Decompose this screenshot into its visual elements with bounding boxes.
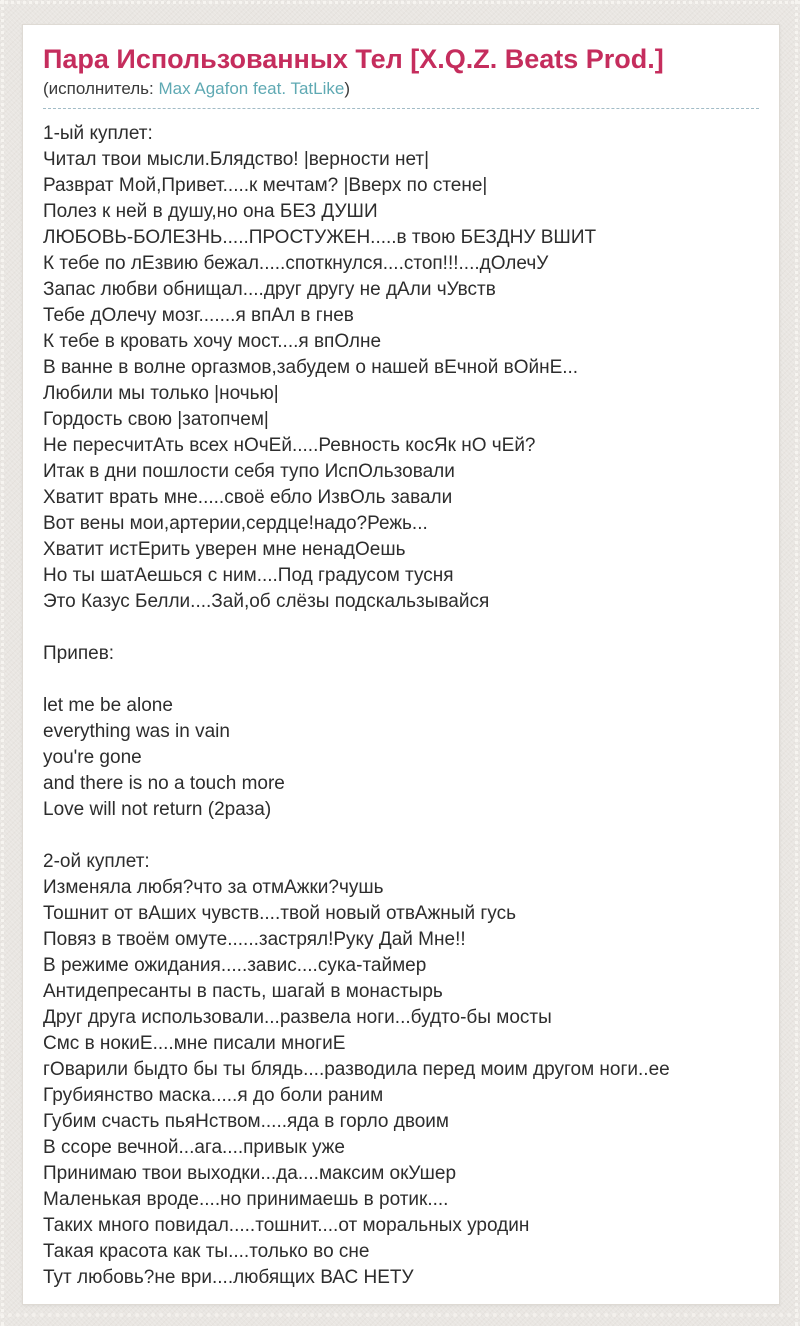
lyric-line: Это Казус Белли....Зай,об слёзы подскальзывайся bbox=[43, 591, 490, 612]
lyric-line: Разврат Мой,Привет.....к мечтам? |Вверх по стене| bbox=[43, 175, 488, 196]
lyric-line: Такая красота как ты....только во сне bbox=[43, 1241, 370, 1262]
lyric-line: Друг друга использовали...развела ноги...будто-бы мосты bbox=[43, 1007, 552, 1028]
lyric-line: Любили мы только |ночью| bbox=[43, 383, 279, 404]
lyrics-text bbox=[43, 121, 759, 1291]
top-stitch-texture bbox=[0, 1, 800, 4]
lyric-line: Love will not return (2раза) bbox=[43, 799, 272, 820]
lyric-line: you're gone bbox=[43, 747, 142, 768]
lyrics-card bbox=[22, 24, 780, 1305]
lyric-line: Таких много повидал.....тошнит....от моральных уродин bbox=[43, 1215, 530, 1236]
lyric-line: Но ты шатАешься с ним....Под градусом тусня bbox=[43, 565, 454, 586]
song-title: Пара Использованных Тел [X.Q.Z. Beats Prod.] bbox=[43, 44, 664, 74]
lyric-line bbox=[43, 615, 759, 641]
bottom-stitch-texture bbox=[0, 1313, 800, 1317]
lyric-line: В ссоре вечной...ага....привык уже bbox=[43, 1137, 345, 1158]
lyric-line: Повяз в твоём омуте......застрял!Руку Дай Мне!! bbox=[43, 929, 466, 950]
lyric-line: Запас любви обнищал....друг другу не дАли чУвств bbox=[43, 279, 496, 300]
lyric-line: К тебе в кровать хочу мост....я впОлне bbox=[43, 331, 382, 352]
lyric-line: Тебе дОлечу мозг.......я впАл в гнев bbox=[43, 305, 354, 326]
lyric-line: Грубиянство маска.....я до боли раним bbox=[43, 1085, 384, 1106]
lyric-line: 1-ый куплет: bbox=[43, 123, 153, 144]
lyric-line: Хватит врать мне.....своё ебло ИзвОль завали bbox=[43, 487, 453, 508]
artist-label: (исполнитель: bbox=[43, 79, 159, 98]
lyric-line: Хватит истЕрить уверен мне ненадОешь bbox=[43, 539, 406, 560]
artist-link[interactable]: Max Agafon feat. TatLike bbox=[158, 79, 345, 98]
artist-row bbox=[43, 78, 759, 109]
lyric-line: Гордость свою |затопчем| bbox=[43, 409, 269, 430]
lyric-line: гОварили быдто бы ты блядь....разводила перед моим другом ноги..ее bbox=[43, 1059, 670, 1080]
lyric-line: Принимаю твои выходки...да....максим окУшер bbox=[43, 1163, 457, 1184]
lyric-line: К тебе по лЕзвию бежал.....споткнулся....стоп!!!....дОлечУ bbox=[43, 253, 549, 274]
lyric-line: everything was in vain bbox=[43, 721, 230, 742]
lyric-line: Тошнит от вАших чувств....твой новый отвАжный гусь bbox=[43, 903, 516, 924]
lyric-line: Тут любовь?не ври....любящих ВАС НЕТУ bbox=[43, 1267, 414, 1288]
lyric-line: Антидепресанты в пасть, шагай в монастырь bbox=[43, 981, 443, 1002]
right-stitch-texture bbox=[795, 0, 798, 1326]
lyric-line: Припев: bbox=[43, 643, 115, 664]
lyric-line: Вот вены мои,артерии,сердце!надо?Режь... bbox=[43, 513, 428, 534]
lyric-line: and there is no a touch more bbox=[43, 773, 285, 794]
lyric-line: ЛЮБОВЬ-БОЛЕЗНЬ.....ПРОСТУЖЕН.....в твою БЕЗДНУ ВШИТ bbox=[43, 227, 597, 248]
lyric-line bbox=[43, 823, 759, 849]
lyric-line: Полез к ней в душу,но она БЕЗ ДУШИ bbox=[43, 201, 378, 222]
lyric-line: Маленькая вроде....но принимаешь в ротик.... bbox=[43, 1189, 449, 1210]
lyric-line: 2-ой куплет: bbox=[43, 851, 150, 872]
lyric-line: let me be alone bbox=[43, 695, 173, 716]
lyric-line: Итак в дни пошлости себя тупо ИспОльзовали bbox=[43, 461, 455, 482]
lyric-line: Читал твои мысли.Блядство! |верности нет| bbox=[43, 149, 430, 170]
lyric-line: В режиме ожидания.....завис....сука-таймер bbox=[43, 955, 427, 976]
lyric-line: Смс в нокиЕ....мне писали многиЕ bbox=[43, 1033, 346, 1054]
lyric-line bbox=[43, 667, 759, 693]
lyric-line: Изменяла любя?что за отмАжки?чушь bbox=[43, 877, 384, 898]
artist-suffix: ) bbox=[344, 79, 351, 98]
lyric-line: Не пересчитАть всех нОчЕй.....Ревность косЯк нО чЕй? bbox=[43, 435, 536, 456]
lyric-line: Губим счасть пьяНством.....яда в горло двоим bbox=[43, 1111, 449, 1132]
left-stitch-texture bbox=[1, 0, 4, 1326]
lyric-line: В ванне в волне оргазмов,забудем о нашей вЕчной вОйнЕ... bbox=[43, 357, 579, 378]
